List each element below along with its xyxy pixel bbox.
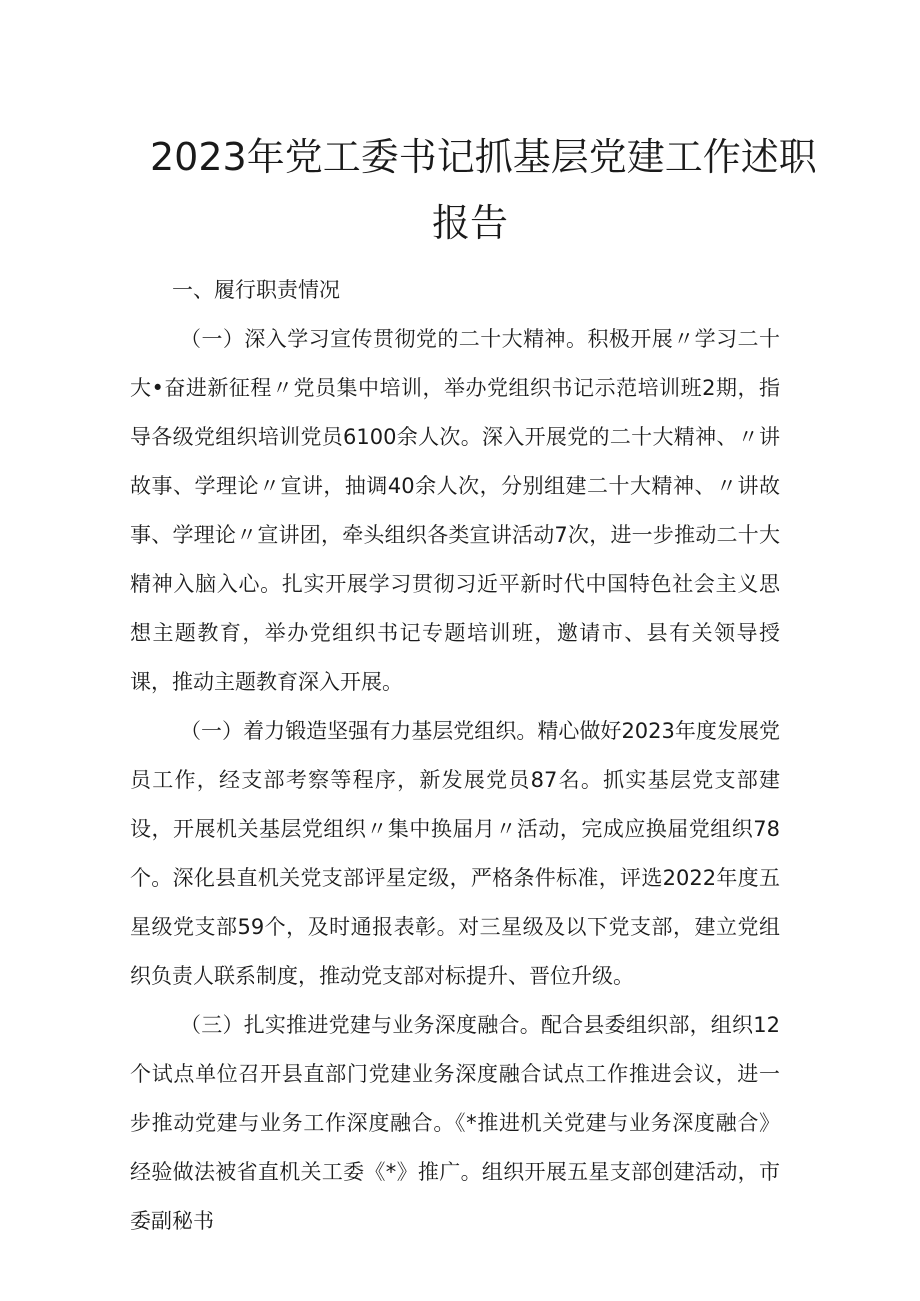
paragraph-3: （三）扎实推进党建与业务深度融合。配合县委组织部，组织12个试点单位召开县直部门党建业务深度融合试点工作推进会议，进一步推动党建与业务工作深度融合。《*推进机关党建与业务深度融合》经验做法被省直机关工委《*》推广。组织开展五星支部创建活动，市委副秘书 bbox=[130, 1013, 780, 1233]
document-title-line-1: 2023年党工委书记抓基层党建工作述职 bbox=[150, 135, 817, 179]
paragraph-2: （一）着力锻造坚强有力基层党组织。精心做好2023年度发展党员工作，经支部考察等程序，新发展党员87名。抓实基层党支部建设，开展机关基层党组织〃集中换届月〃活动，完成应换届党组织78个。深化县直机关党支部评星定级，严格条件标准，评选2022年度五星级党支部59个，及时通报表彰。对三星级及以下党支部，建立党组织负责人联系制度，推动党支部对标提升、晋位升级。 bbox=[130, 719, 780, 988]
document-body bbox=[130, 266, 780, 1246]
paragraph-1: （一）深入学习宣传贯彻党的二十大精神。积极开展〃学习二十大•奋进新征程〃党员集中培训，举办党组织书记示范培训班2期，指导各级党组织培训党员6100余人次。深入开展党的二十大精神、〃讲故事、学理论〃宣讲，抽调40余人次，分别组建二十大精神、〃讲故事、学理论〃宣讲团，牵头组织各类宣讲活动7次，进一步推动二十大精神入脑入心。扎实开展学习贯彻习近平新时代中国特色社会主义思想主题教育，举办党组织书记专题培训班，邀请市、县有关领导授课，推动主题教育深入开展。 bbox=[130, 327, 780, 694]
section-heading-1: 一、履行职责情况 bbox=[172, 278, 340, 302]
document-title bbox=[150, 124, 817, 256]
document-title-line-2: 报告 bbox=[431, 201, 508, 245]
